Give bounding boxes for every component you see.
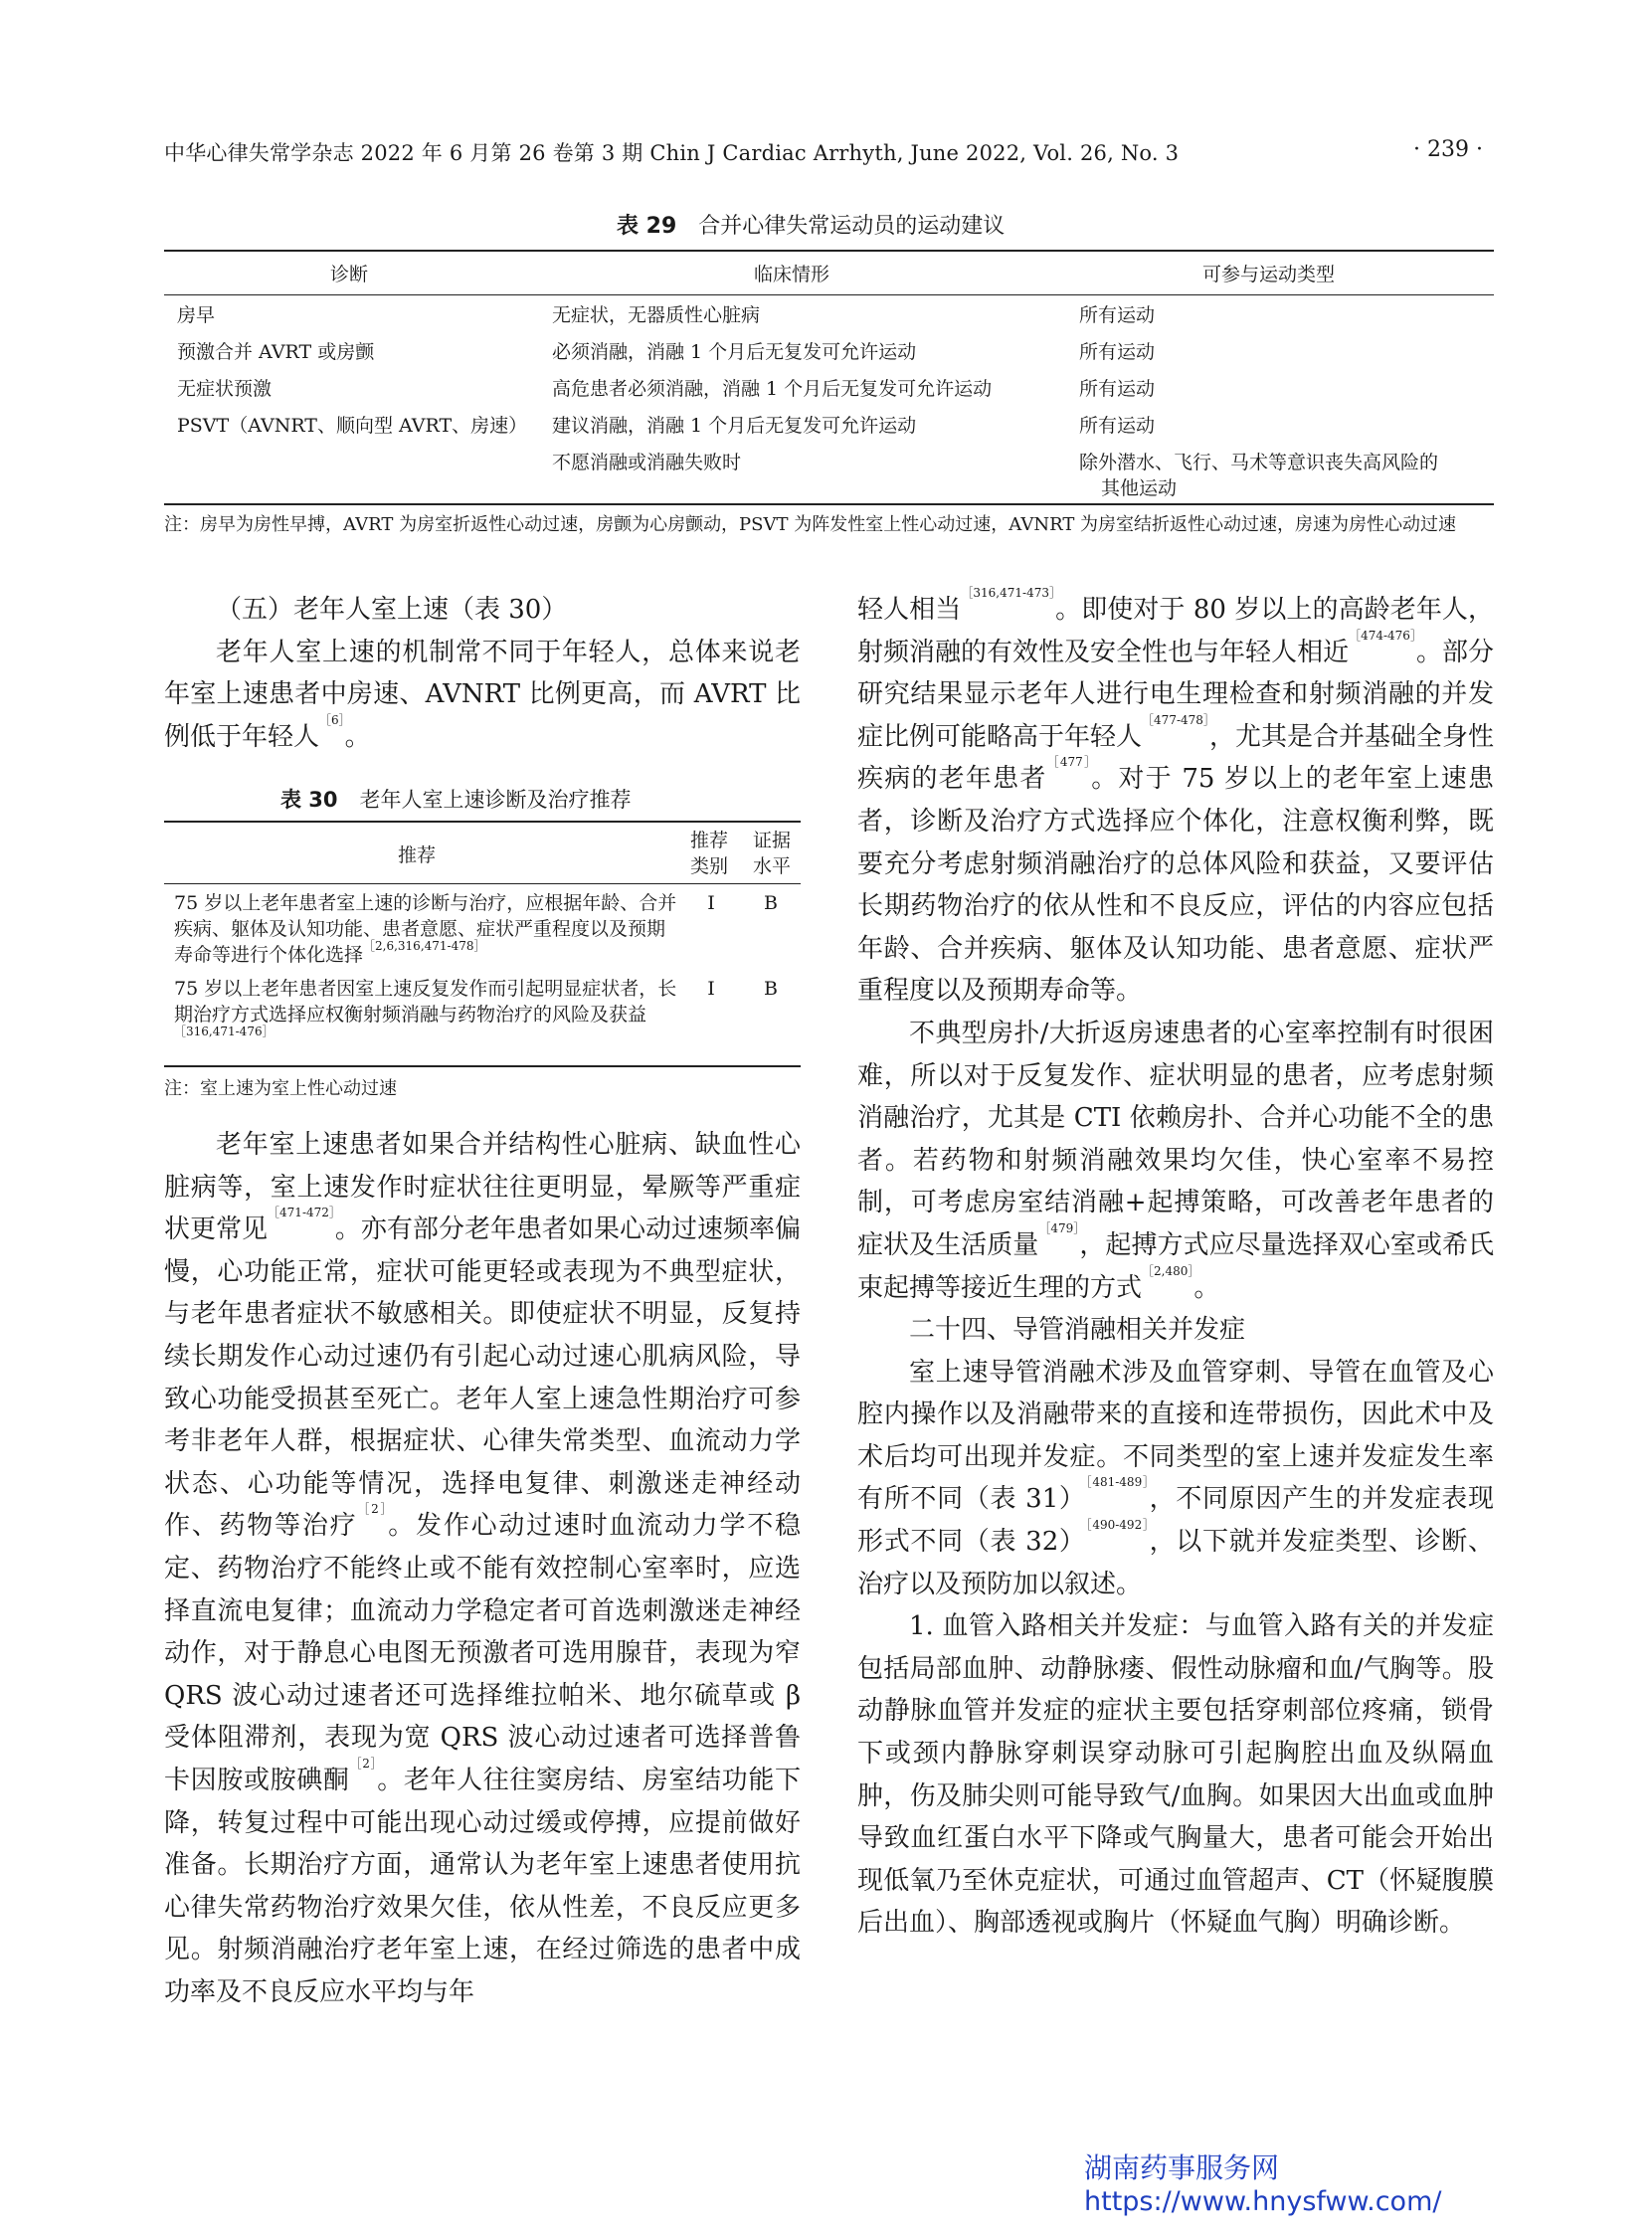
table30-col-class	[690, 828, 728, 879]
table29-cell-sport-cont: 其他运动	[1101, 477, 1178, 499]
table29-cell-clinical: 不愿消融或消融失败时	[552, 452, 742, 473]
watermark-name: 湖南药事服务网	[1084, 2151, 1280, 2184]
section-heading-elderly-svt: （五）老年人室上速（表 30）	[216, 595, 568, 625]
table30-class: Ⅰ	[707, 978, 715, 1000]
table30-rec-text: 75 岁以上老年患者室上速的诊断与治疗，应根据年龄、合并疾病、躯体及认知功能、患者意愿、症状严重程度以及预期寿命等进行个体化选择	[174, 892, 677, 966]
citation: ［477-478］	[1142, 712, 1209, 727]
table30-col-level-line: 水平	[753, 855, 792, 877]
table30-caption	[280, 784, 632, 814]
paragraph	[857, 586, 1494, 1013]
table29-cell-sport: 所有运动	[1079, 341, 1156, 363]
citation: ［316,471-476］	[174, 1025, 275, 1038]
table30-level: B	[764, 892, 778, 914]
table30-recommendation	[164, 974, 681, 1057]
paragraph-text: 。	[344, 721, 371, 752]
table29-cell-diagnosis: 房早	[177, 304, 216, 326]
table30-top-rule	[164, 821, 801, 823]
page-number: · 239 ·	[1413, 137, 1483, 162]
citation: ［2］	[357, 1502, 389, 1517]
table29-head-rule	[164, 294, 1494, 295]
table30-level: B	[764, 978, 778, 1000]
table29-cell-sport: 除外潜水、飞行、马术等意识丧失高风险的	[1079, 452, 1439, 473]
paragraph-text: 。老年人往往窦房结、房室结功能下降，转复过程中可能出现心动过缓或停搏，应提前做好准备。长期治疗方面，通常认为老年室上速患者使用抗心律失常药物治疗效果欠佳，依从性差，不良反应更多见。射频消融治疗老年室上速，在经过筛选的患者中成功率及不良反应水平均与年	[164, 1765, 801, 2007]
paragraph-text: 。亦有部分老年患者如果心动过速频率偏慢，心功能正常，症状可能更轻或表现为不典型症状，与老年患者症状不敏感相关。即使症状不明显，反复持续长期发作心动过速仍有引起心动过速心肌病风险，导致心功能受损甚至死亡。老年人室上速急性期治疗可参考非老年人群，根据症状、心律失常类型、血流动力学状态、心功能等情况，选择电复律、刺激迷走神经动作、药物等治疗	[164, 1214, 801, 1542]
citation: ［477］	[1046, 755, 1092, 770]
citation: ［471-472］	[268, 1206, 335, 1220]
table29-note: 注：房早为房性早搏，AVRT 为房室折返性心动过速，房颤为心房颤动，PSVT 为阵发性室上性心动过速，AVNRT 为房室结折返性心动过速，房速为房性心动过速	[164, 514, 1457, 535]
paragraph-text: 老年人室上速的机制常不同于年轻人，总体来说老年室上速患者中房速、AVNRT 比例更高，而 AVRT 比例低于年轻人	[164, 637, 801, 752]
table30-col-class-line: 类别	[690, 855, 729, 877]
citation: ［316,471-473］	[961, 586, 1056, 600]
table29-cell-diagnosis: 预激合并 AVRT 或房颤	[177, 341, 375, 363]
table30-rec-text: 75 岁以上老年患者因室上速反复发作而引起明显症状者，长期治疗方式选择应权衡射频消融与药物治疗的风险及获益	[174, 978, 677, 1026]
table30-recommendation	[164, 888, 681, 974]
table29-cell-sport: 所有运动	[1079, 378, 1156, 400]
table30-title: 老年人室上速诊断及治疗推荐	[359, 788, 632, 812]
table30-note: 注：室上速为室上性心动过速	[164, 1078, 397, 1099]
table30-head-rule	[164, 883, 801, 884]
table30-label: 表 30	[280, 788, 338, 812]
paragraph-text: 老年室上速患者如果合并结构性心脏病、缺血性心脏病等，室上速发作时症状往往更明显，晕厥等严重症状更常见	[164, 1130, 801, 1245]
paragraph	[164, 632, 801, 759]
paragraph	[857, 1352, 1494, 1606]
citation: ［2］	[349, 1756, 378, 1771]
paragraph-text: ，以下就并发症类型、诊断、治疗以及预防加以叙述。	[857, 1527, 1494, 1599]
table29-bottom-rule	[164, 503, 1494, 505]
table30-col-level-line: 证据	[753, 830, 792, 851]
table29-col-diagnosis: 诊断	[330, 264, 369, 285]
paragraph	[164, 1124, 801, 2013]
table29-title: 合并心律失常运动员的运动建议	[698, 214, 1006, 239]
left-column	[164, 589, 801, 758]
table29-cell-sport: 所有运动	[1079, 304, 1156, 326]
paragraph-text: 。	[1193, 1272, 1220, 1303]
table-row	[164, 974, 801, 1057]
table29-cell-sport: 所有运动	[1079, 415, 1156, 437]
table29-cell-clinical: 建议消融，消融 1 个月后无复发可允许运动	[552, 415, 917, 437]
citation: ［6］	[319, 712, 345, 727]
table-row	[164, 888, 801, 974]
section-heading-complications: 二十四、导管消融相关并发症	[909, 1315, 1246, 1346]
table29-cell-clinical: 无症状，无器质性心脏病	[552, 304, 761, 326]
paragraph-text: 。部分研究结果显示老年人进行电生理检查和射频消融的并发症比例可能略高于年轻人	[857, 637, 1494, 752]
right-column	[857, 586, 1494, 1945]
paragraph-text: 。即使对于 80 岁以上的高龄老年人，射频消融的有效性及安全性也与年轻人相近	[857, 595, 1494, 667]
table29-cell-diagnosis: PSVT（AVNRT、顺向型 AVRT、房速）	[177, 415, 528, 437]
citation: ［481-489］	[1085, 1475, 1150, 1490]
paragraph-text: 。发作心动过速时血流动力学不稳定、药物治疗不能终止或不能有效控制心室率时，应选择直流电复律；血流动力学稳定者可首选刺激迷走神经动作，对于静息心电图无预激者可选用腺苷，表现为窄 QRS 波心动过速者还可选择维拉帕米、地尔硫草或 β 受体阻滞剂，表现为宽 QRS 波心动过速者可选择普鲁卡因胺或胺碘酮	[164, 1511, 801, 1795]
table29-top-rule	[164, 250, 1494, 252]
citation: ［474-476］	[1349, 628, 1416, 643]
paragraph	[857, 1013, 1494, 1309]
paragraph-text: ，不同原因产生的并发症表现形式不同（表 32）	[857, 1484, 1494, 1558]
table30-body	[164, 888, 801, 1057]
table29-cell-clinical: 必须消融，消融 1 个月后无复发可允许运动	[552, 341, 917, 363]
table30-bottom-rule	[164, 1065, 801, 1067]
table30-col-recommendation: 推荐	[398, 844, 437, 866]
table29-col-sport: 可参与运动类型	[1202, 264, 1336, 285]
table30-class: Ⅰ	[707, 892, 715, 914]
paragraph-text: 不典型房扑/大折返房速患者的心室率控制有时很困难，所以对于反复发作、症状明显的患者，应考虑射频消融治疗，尤其是 CTI 依赖房扑、合并心功能不全的患者。若药物和射频消融效果均欠佳，快心室率不易控制，可考虑房室结消融+起搏策略，可改善老年患者的症状及生活质量	[857, 1018, 1494, 1260]
paragraph-text: 。对于 75 岁以上的老年室上速患者，诊断及治疗方式选择应个体化，注意权衡利弊，既要充分考虑射频消融治疗的总体风险和获益，又要评估长期药物治疗的依从性和不良反应，评估的内容应包括年龄、合并疾病、躯体及认知功能、患者意愿、症状严重程度以及预期寿命等。	[857, 764, 1494, 1007]
table30-col-level	[753, 828, 791, 879]
table29-caption	[617, 209, 1005, 240]
citation: ［490-492］	[1085, 1518, 1150, 1533]
paragraph-text: 室上速导管消融术涉及血管穿刺、导管在血管及心腔内操作以及消融带来的直接和连带损伤，因此术中及术后均可出现并发症。不同类型的室上速并发症发生率有所不同（表 31）	[857, 1357, 1494, 1515]
table29-label: 表 29	[617, 214, 677, 239]
paragraph-text: ，尤其是合并基础全身性疾病的老年患者	[857, 721, 1494, 795]
citation: ［2,6,316,471-478］	[363, 939, 486, 953]
table29-cell-clinical: 高危患者必须消融，消融 1 个月后无复发可允许运动	[552, 378, 993, 400]
paragraph-text: 轻人相当	[857, 595, 962, 625]
paragraph: 1. 血管入路相关并发症：与血管入路有关的并发症包括局部血肿、动静脉瘘、假性动脉瘤和血/气胸等。股动静脉血管并发症的症状主要包括穿刺部位疼痛，锁骨下或颈内静脉穿刺误穿动脉可引起胸腔出血及纵隔血肿，伤及肺尖则可能导致气/血胸。如果因大出血或血肿导致血红蛋白水平下降或气胸量大，患者可能会开始出现低氧乃至休克症状，可通过血管超声、CT（怀疑腹膜后出血）、胸部透视或胸片（怀疑血气胸）明确诊断。	[857, 1611, 1494, 1939]
table30-col-class-line: 推荐	[690, 830, 729, 851]
left-column-body	[164, 1124, 801, 2013]
citation: ［479］	[1038, 1220, 1080, 1235]
watermark-url[interactable]: https://www.hnysfww.com/	[1084, 2186, 1442, 2217]
table29-col-clinical: 临床情形	[754, 264, 830, 285]
paragraph-text: ，起搏方式应尽量选择双心室或希氏束起搏等接近生理的方式	[857, 1229, 1494, 1303]
citation: ［2,480］	[1142, 1263, 1194, 1278]
table29-cell-diagnosis: 无症状预激	[177, 378, 273, 400]
journal-header: 中华心律失常学杂志 2022 年 6 月第 26 卷第 3 期 Chin J Cardiac Arrhyth, June 2022, Vol. 26, No. 3	[164, 141, 1180, 165]
